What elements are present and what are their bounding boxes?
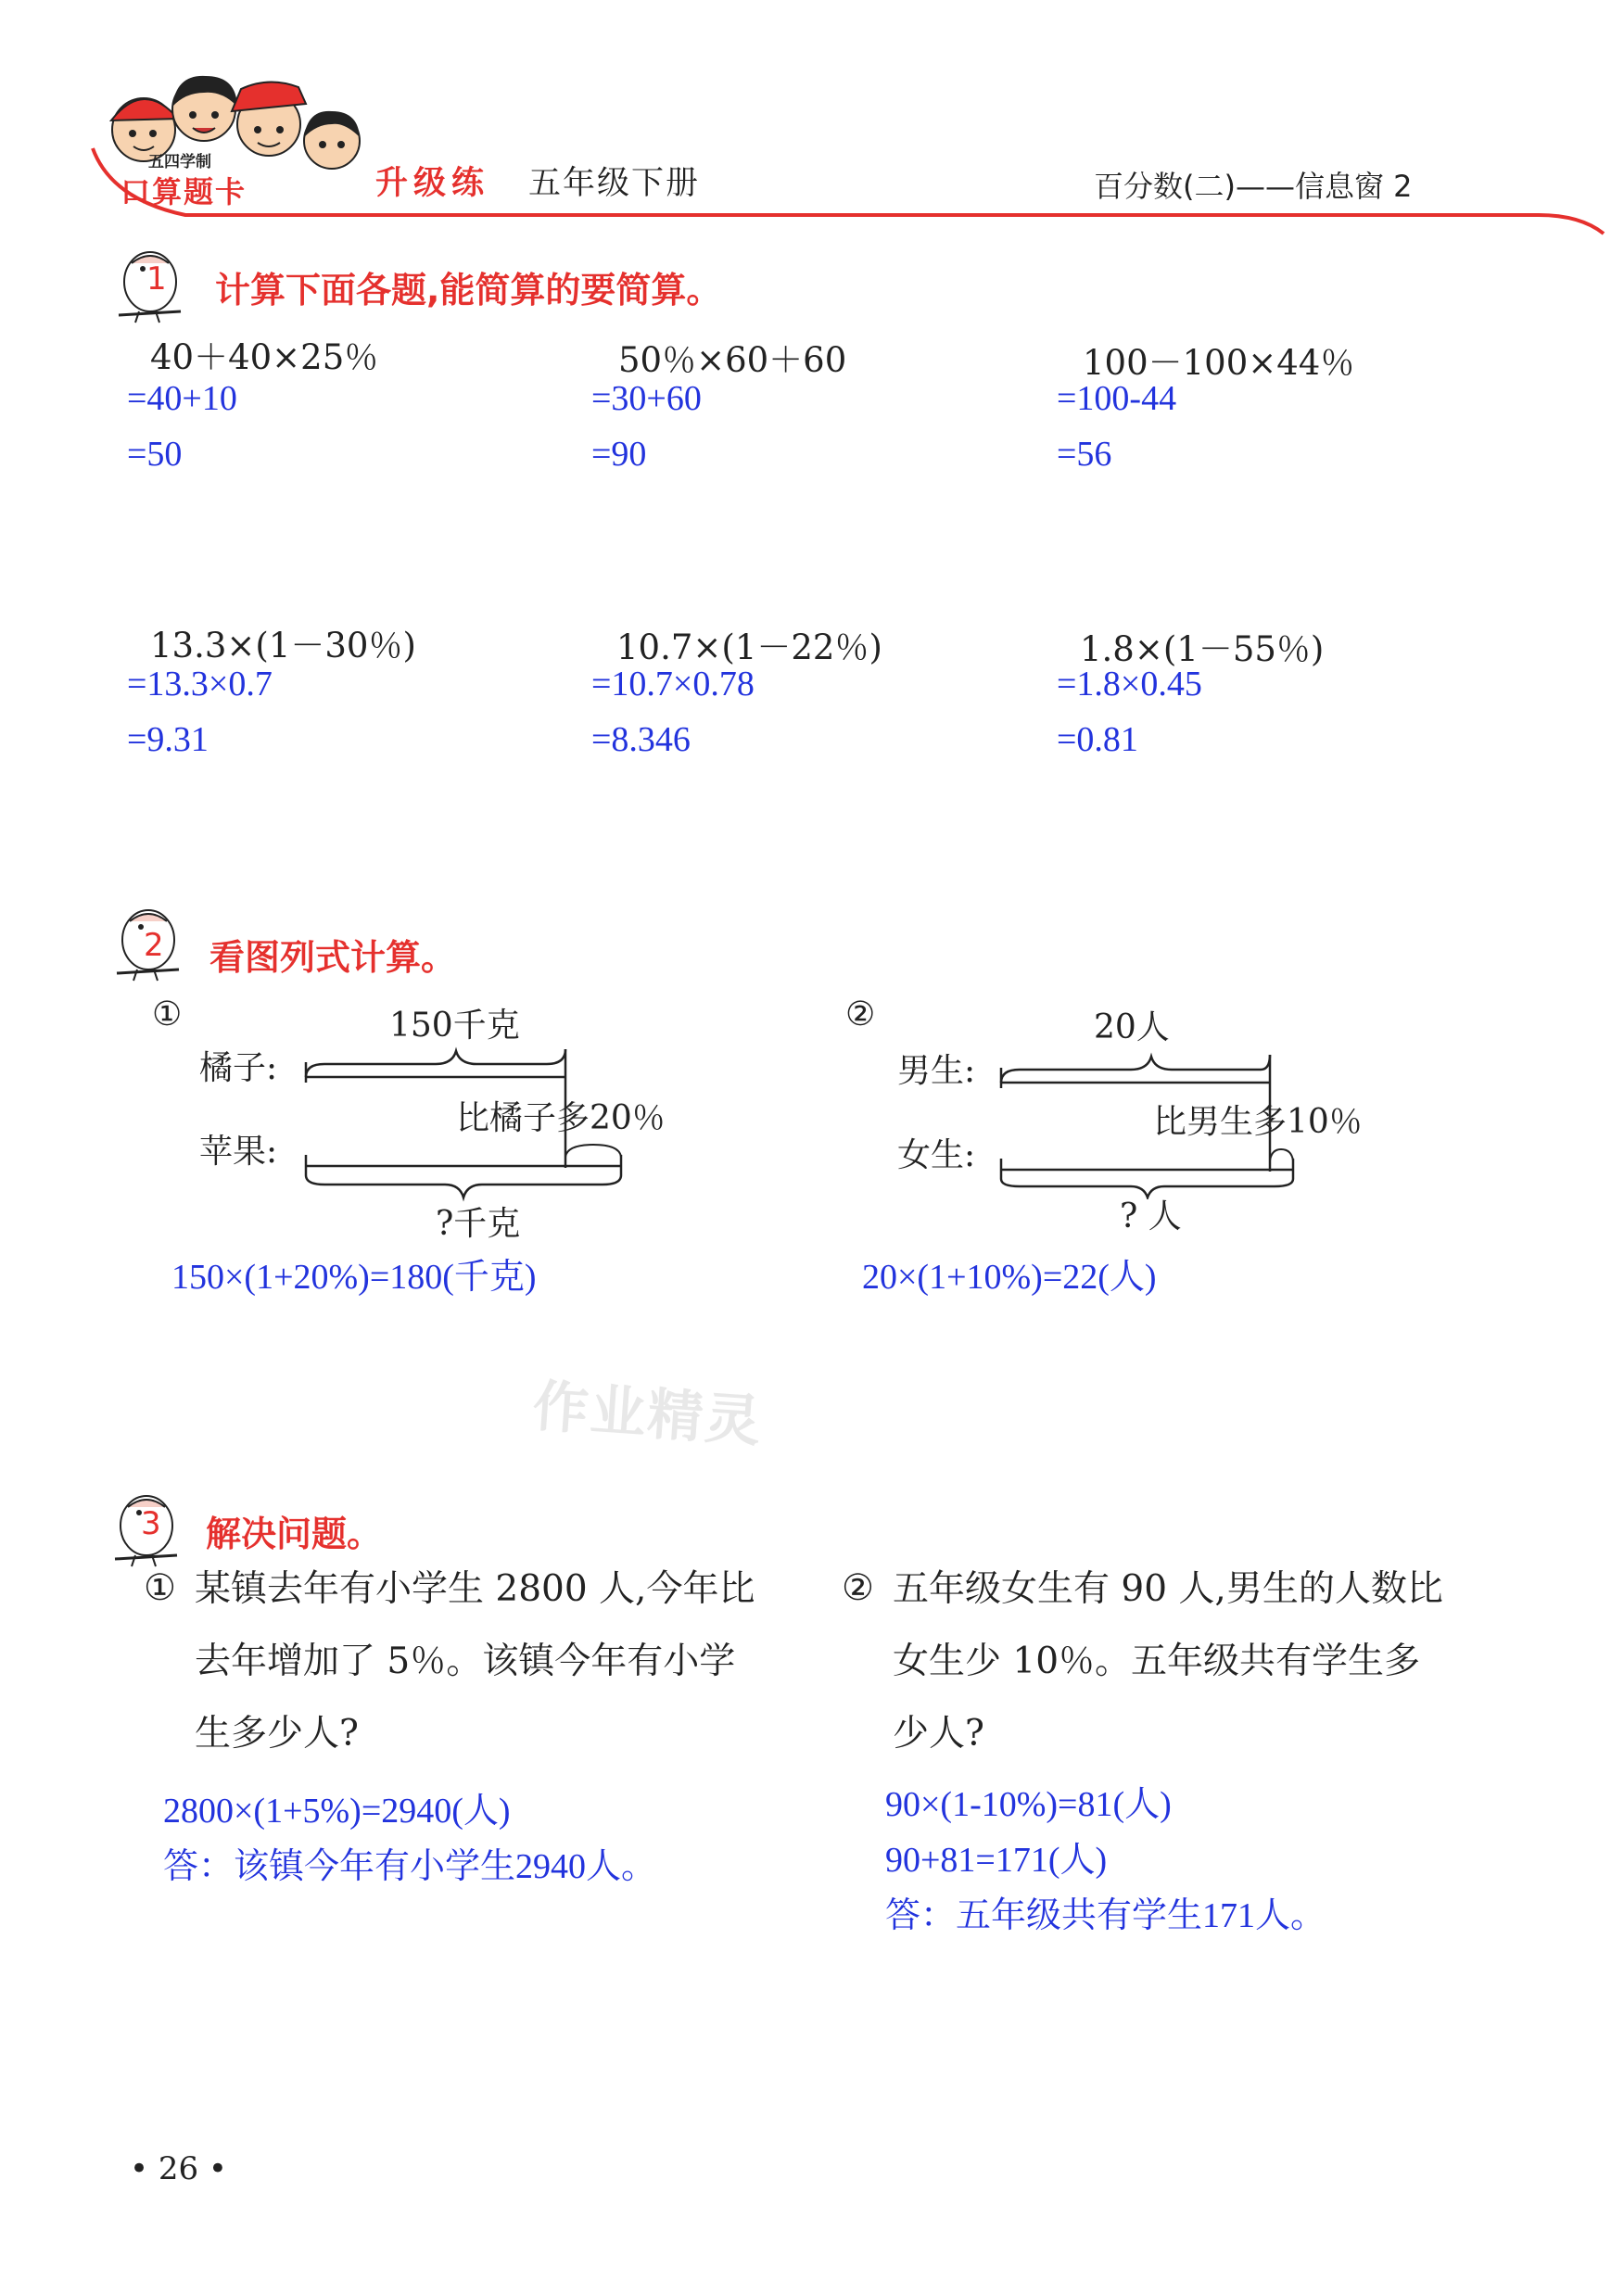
q2-number: 2: [144, 927, 164, 964]
q2a-top-value: 150千克: [389, 1007, 520, 1045]
q2a-marker: ①: [152, 995, 183, 1033]
q1-step2-4: =9.31: [127, 720, 209, 759]
q2a-row1-label: 橘子:: [199, 1049, 278, 1087]
page-number: • 26 •: [130, 2150, 227, 2187]
q3b-marker: ②: [842, 1567, 874, 1609]
q2b-row1-label: 男生:: [897, 1052, 976, 1090]
q3a-marker: ①: [144, 1567, 176, 1609]
q1-expr-3: 100－100×44％: [1083, 343, 1355, 383]
q2-title: 看图列式计算。: [209, 937, 457, 978]
q2a-answer: 150×(1+20%)=180(千克): [171, 1258, 537, 1297]
q2a-row2-label: 苹果:: [199, 1133, 278, 1171]
unit-label: 百分数(二)——信息窗 2: [1094, 169, 1413, 204]
q1-expr-5: 10.7×(1－22％): [616, 627, 882, 667]
q3b-problem: [893, 1553, 1504, 1770]
brand-subtitle: 五四学制: [148, 153, 211, 171]
q2a-compare: 比橘子多20％: [456, 1099, 666, 1137]
q1-expr-1: 40＋40×25％: [150, 337, 379, 377]
q1-step1-1: =40+10: [127, 379, 237, 418]
q3a-line-1: 某镇去年有小学生 2800 人,今年比: [195, 1568, 755, 1610]
q2b-marker: ②: [845, 995, 876, 1033]
q1-step1-2: =30+60: [591, 379, 702, 418]
q2a-bottom-value: ?千克: [436, 1205, 521, 1243]
grade-label: 五年级下册: [528, 165, 701, 202]
q3a-answer-2: 答：该镇今年有小学生2940人。: [163, 1847, 657, 1886]
q1-step1-4: =13.3×0.7: [127, 665, 273, 703]
q3b-answer-2: 90+81=171(人): [885, 1841, 1108, 1880]
q3b-answer-3: 答：五年级共有学生171人。: [885, 1896, 1326, 1935]
q3b-line-1: 五年级女生有 90 人,男生的人数比: [893, 1568, 1443, 1610]
q1-step2-5: =8.346: [591, 720, 691, 759]
q1-step2-6: =0.81: [1057, 720, 1138, 759]
q2b-compare: 比男生多10％: [1153, 1103, 1363, 1141]
q3b-line-3: 少人?: [893, 1713, 984, 1755]
q3-title: 解决问题。: [206, 1514, 383, 1554]
header-rule: [0, 0, 1624, 278]
q2a-line-segment-diagram: [297, 1029, 630, 1205]
q1-expr-4: 13.3×(1－30％): [150, 626, 416, 665]
q3a-answer-1: 2800×(1+5%)=2940(人): [163, 1792, 511, 1831]
q1-expr-6: 1.8×(1－55％): [1080, 629, 1325, 669]
q3b-line-2: 女生少 10％。五年级共有学生多: [893, 1641, 1421, 1682]
q1-step1-3: =100-44: [1057, 379, 1177, 418]
q1-step1-5: =10.7×0.78: [591, 665, 755, 703]
q1-step2-2: =90: [591, 435, 647, 474]
q1-number: 1: [146, 260, 167, 298]
watermark: 作业精灵: [530, 1374, 765, 1455]
q2b-bottom-value: ? 人: [1120, 1198, 1182, 1236]
q2b-row2-label: 女生:: [897, 1136, 976, 1174]
q1-step2-1: =50: [127, 435, 183, 474]
q3b-answer-1: 90×(1-10%)=81(人): [885, 1785, 1172, 1824]
q1-expr-2: 50％×60＋60: [618, 340, 847, 380]
q1-step1-6: =1.8×0.45: [1057, 665, 1202, 703]
q3a-line-2: 去年增加了 5％。该镇今年有小学: [195, 1641, 736, 1682]
q2b-answer: 20×(1+10%)=22(人): [862, 1258, 1157, 1297]
q1-title: 计算下面各题,能简算的要简算。: [215, 270, 722, 310]
q3a-problem: [195, 1553, 788, 1770]
q1-step2-3: =56: [1057, 435, 1112, 474]
q2b-top-value: 20人: [1094, 1008, 1170, 1046]
q3a-line-3: 生多少人?: [195, 1713, 359, 1755]
q2b-line-segment-diagram: [992, 1033, 1307, 1199]
q3-number: 3: [141, 1505, 161, 1542]
series-label: 升级练: [375, 165, 490, 202]
brand-title: 口算题卡: [121, 174, 247, 209]
